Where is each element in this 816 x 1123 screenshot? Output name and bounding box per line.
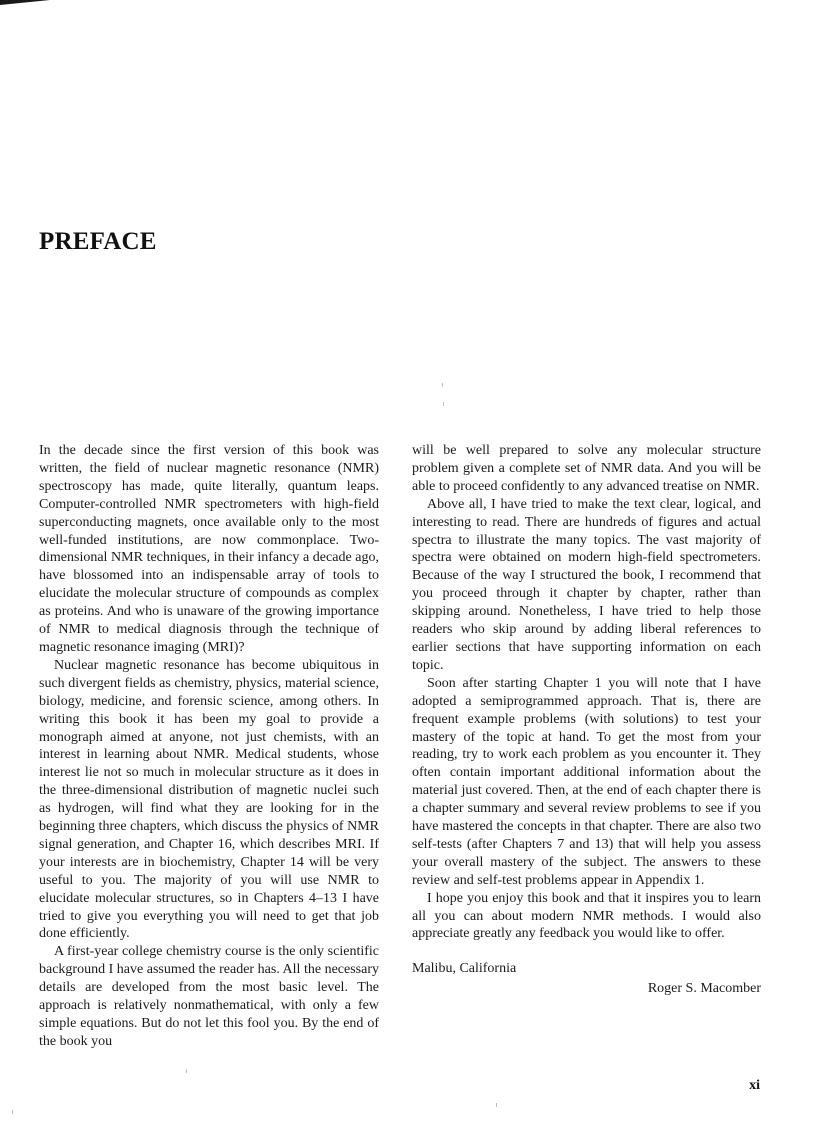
paragraph: I hope you enjoy this book and that it inspires you to learn all you can about modern NMR methods. I would also appreciate greatly any feedback you would like to offer. bbox=[412, 890, 761, 942]
scan-speck bbox=[496, 1103, 497, 1107]
paragraph: Above all, I have tried to make the text clear, logical, and interesting to read. There are hundreds of figures and actual spectra to illustrate the many topics. The vast majority of spectra were obtained on modern high-field spectrometers. Because of the way I structured the book, I recommend that you proceed through it chapter by chapter, rather than skipping around. Nonetheless, I have tried to help those readers who skip around by adding liberal references to earlier sections that have supporting information on each topic. bbox=[412, 496, 761, 673]
author-signature: Roger S. Macomber bbox=[647, 981, 761, 997]
paragraph: Nuclear magnetic resonance has become ubiquitous in such divergent fields as chemistry, physics, material science, biology, medicine, and forensic science, among others. In writing this book it has been my goal to provide a monograph aimed at anyone, not just chemists, with an interest in learning about NMR. Medical students, whose interest lie not so much in molecular structure as it does in the three-dimensional distribution of magnetic nuclei such as hydrogen, will find what they are looking for in the beginning three chapters, which discuss the physics of NMR signal generation, and Chapter 16, which describes MRI. If your interests are in biochemistry, Chapter 14 will be very useful to you. The majority of you will use NMR to elucidate molecular structures, so in Chapters 4–13 I have tried to give you everything you will need to get that job done efficiently. bbox=[39, 657, 379, 942]
scan-speck bbox=[442, 383, 443, 387]
page-number: xi bbox=[749, 1078, 760, 1093]
scan-edge-mark bbox=[0, 0, 50, 5]
paragraph: A first-year college chemistry course is the only scientific background I have assumed the reader has. All the necessary details are developed from the most basic level. The approach is relatively nonmathematical, with only a few simple equations. But do not let this fool you. By the end of the book you bbox=[39, 944, 379, 1049]
scan-speck bbox=[443, 402, 444, 406]
left-text-column bbox=[39, 442, 379, 1051]
paragraph: Soon after starting Chapter 1 you will note that I have adopted a semiprogrammed approach. That is, there are frequent example problems (with solutions) to test your mastery of the topic at hand. To get the most from your reading, try to work each problem as you encounter it. They often contain important additional information about the material just covered. Then, at the end of each chapter there is a chapter summary and several review problems to see if you have mastered the concepts in that chapter. There are also two self-tests (after Chapters 7 and 13) that will help you assess your overall mastery of the subject. The answers to these review and self-test problems appear in Appendix 1. bbox=[412, 675, 761, 888]
paragraph: In the decade since the first version of this book was written, the field of nuclear magnetic resonance (NMR) spectroscopy has made, quite literally, quantum leaps. Computer-controlled NMR spectrometers with high-field superconducting magnets, once available only to the most well-funded institutions, are now commonplace. Two-dimensional NMR techniques, in their infancy a decade ago, have blossomed into an indispensable array of tools to elucidate the molecular structure of compounds as complex as proteins. And who is unaware of the growing importance of NMR to medical diagnosis through the technique of magnetic resonance imaging (MRI)? bbox=[39, 443, 379, 655]
paragraph: will be well prepared to solve any molecular structure problem given a complete set of NMR data. And you will be able to proceed confidently to any advanced treatise on NMR. bbox=[412, 443, 761, 494]
author-location: Malibu, California bbox=[412, 961, 517, 977]
page-title: PREFACE bbox=[39, 228, 157, 255]
scan-speck bbox=[12, 1110, 13, 1114]
scan-speck bbox=[186, 1069, 187, 1073]
right-text-column bbox=[412, 442, 761, 998]
